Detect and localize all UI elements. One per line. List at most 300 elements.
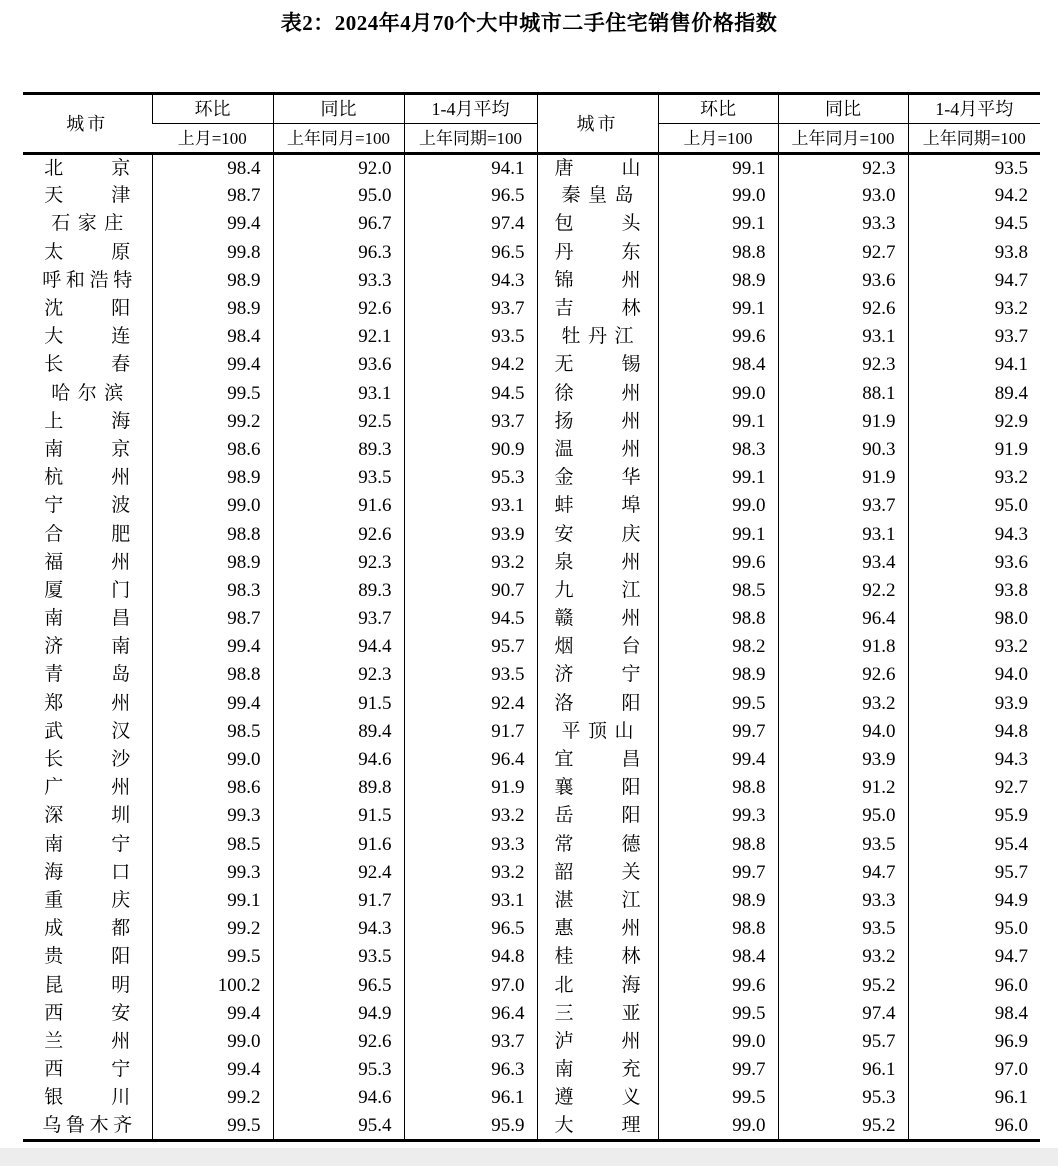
right-yoy-cell: 92.3	[778, 154, 908, 182]
table-body	[23, 154, 1040, 1141]
left-mom-cell: 98.5	[152, 717, 273, 745]
city-name: 泸 州	[554, 1030, 641, 1052]
right-avg-cell: 93.8	[908, 238, 1040, 266]
right-yoy-cell: 93.3	[778, 886, 908, 914]
city-name: 济 宁	[554, 664, 641, 686]
price-index-table	[23, 92, 1040, 1142]
left-avg-cell: 97.4	[404, 210, 537, 238]
right-mom-cell: 98.8	[658, 605, 778, 633]
left-mom-cell: 99.2	[152, 1084, 273, 1112]
left-yoy-cell: 95.4	[273, 1112, 404, 1140]
left-city-cell	[23, 379, 152, 407]
right-mom-cell: 98.9	[658, 266, 778, 294]
table-row	[23, 633, 1040, 661]
right-mom-cell: 99.1	[658, 154, 778, 182]
right-city-cell	[537, 1027, 658, 1055]
right-mom-cell: 99.3	[658, 802, 778, 830]
city-name: 大 连	[44, 326, 131, 348]
left-city-cell	[23, 830, 152, 858]
right-mom-cell: 98.8	[658, 238, 778, 266]
city-name: 昆 明	[44, 974, 131, 996]
city-name: 大 理	[554, 1114, 641, 1136]
table-row	[23, 435, 1040, 463]
table-row	[23, 689, 1040, 717]
right-yoy-cell: 96.4	[778, 605, 908, 633]
city-name: 湛 江	[554, 889, 641, 911]
right-avg-cell: 96.1	[908, 1084, 1040, 1112]
left-yoy-cell: 96.5	[273, 971, 404, 999]
left-mom-cell: 98.7	[152, 182, 273, 210]
left-avg-cell: 97.0	[404, 971, 537, 999]
right-mom-cell: 99.0	[658, 182, 778, 210]
left-avg-cell: 93.1	[404, 492, 537, 520]
left-mom-cell: 99.0	[152, 1027, 273, 1055]
left-city-cell	[23, 464, 152, 492]
left-mom-cell: 99.2	[152, 407, 273, 435]
left-avg-cell: 93.2	[404, 858, 537, 886]
left-yoy-cell: 94.6	[273, 1084, 404, 1112]
right-city-cell	[537, 943, 658, 971]
left-avg-cell: 95.7	[404, 633, 537, 661]
table-header	[23, 94, 1040, 154]
left-mom-cell: 99.4	[152, 633, 273, 661]
city-name: 秦 皇 岛	[561, 185, 634, 207]
page-bottom-strip	[0, 1148, 1058, 1166]
left-city-cell	[23, 576, 152, 604]
left-avg-cell: 96.5	[404, 182, 537, 210]
right-mom-cell: 99.7	[658, 717, 778, 745]
city-name: 平 顶 山	[561, 720, 634, 742]
right-city-cell	[537, 1056, 658, 1084]
right-avg-cell: 98.0	[908, 605, 1040, 633]
left-mom-cell: 98.8	[152, 520, 273, 548]
left-mom-cell: 99.5	[152, 379, 273, 407]
right-mom-cell: 99.5	[658, 689, 778, 717]
table-row	[23, 492, 1040, 520]
city-name: 包 头	[554, 213, 641, 235]
left-city-cell	[23, 661, 152, 689]
right-avg-cell: 95.4	[908, 830, 1040, 858]
table-title: 表2：2024年4月70个大中城市二手住宅销售价格指数	[280, 11, 778, 35]
left-avg-cell: 93.5	[404, 323, 537, 351]
right-avg-cell: 95.7	[908, 858, 1040, 886]
table-row	[23, 1056, 1040, 1084]
left-city-cell	[23, 182, 152, 210]
right-city-cell	[537, 294, 658, 322]
city-name: 遵 义	[554, 1087, 641, 1109]
right-mom-cell: 98.9	[658, 886, 778, 914]
mom-header-left: 环比	[152, 94, 273, 124]
left-avg-cell: 96.1	[404, 1084, 537, 1112]
city-name: 赣 州	[554, 608, 641, 630]
city-name: 长 沙	[44, 749, 131, 771]
avg-header-right: 1-4月平均	[908, 94, 1040, 124]
left-city-cell	[23, 971, 152, 999]
left-mom-cell: 98.6	[152, 774, 273, 802]
city-name: 惠 州	[554, 918, 641, 940]
right-mom-cell: 98.8	[658, 915, 778, 943]
right-yoy-cell: 93.3	[778, 210, 908, 238]
table-row	[23, 858, 1040, 886]
left-yoy-cell: 89.8	[273, 774, 404, 802]
right-mom-cell: 98.4	[658, 351, 778, 379]
right-city-cell	[537, 351, 658, 379]
right-avg-cell: 94.1	[908, 351, 1040, 379]
right-mom-cell: 98.5	[658, 576, 778, 604]
city-name: 常 德	[554, 833, 641, 855]
yoy-header-right: 同比	[778, 94, 908, 124]
left-city-cell	[23, 1084, 152, 1112]
left-mom-cell: 98.4	[152, 323, 273, 351]
left-mom-cell: 98.3	[152, 576, 273, 604]
left-avg-cell: 93.7	[404, 1027, 537, 1055]
right-mom-cell: 99.7	[658, 858, 778, 886]
right-avg-cell: 94.0	[908, 661, 1040, 689]
right-mom-cell: 99.1	[658, 294, 778, 322]
right-city-cell	[537, 520, 658, 548]
city-name: 三 亚	[554, 1002, 641, 1024]
city-name: 韶 关	[554, 861, 641, 883]
left-yoy-cell: 96.3	[273, 238, 404, 266]
right-mom-cell: 99.5	[658, 999, 778, 1027]
left-mom-cell: 98.9	[152, 464, 273, 492]
left-avg-cell: 94.8	[404, 943, 537, 971]
left-yoy-cell: 92.6	[273, 294, 404, 322]
right-yoy-cell: 92.7	[778, 238, 908, 266]
right-yoy-cell: 92.2	[778, 576, 908, 604]
left-city-cell	[23, 210, 152, 238]
right-city-cell	[537, 999, 658, 1027]
left-mom-cell: 99.2	[152, 915, 273, 943]
city-name: 岳 阳	[554, 805, 641, 827]
right-city-cell	[537, 774, 658, 802]
city-name: 蚌 埠	[554, 495, 641, 517]
right-avg-cell: 94.3	[908, 745, 1040, 773]
table-row	[23, 774, 1040, 802]
left-yoy-cell: 92.3	[273, 548, 404, 576]
table-row	[23, 745, 1040, 773]
right-yoy-cell: 93.0	[778, 182, 908, 210]
city-name: 上 海	[44, 410, 131, 432]
table-row	[23, 1084, 1040, 1112]
right-avg-cell: 93.2	[908, 294, 1040, 322]
left-yoy-cell: 89.3	[273, 435, 404, 463]
city-name: 南 京	[44, 438, 131, 460]
right-city-cell	[537, 464, 658, 492]
left-mom-cell: 99.5	[152, 943, 273, 971]
right-mom-cell: 99.0	[658, 492, 778, 520]
left-mom-cell: 99.4	[152, 351, 273, 379]
left-city-cell	[23, 886, 152, 914]
left-mom-cell: 98.9	[152, 266, 273, 294]
right-city-cell	[537, 661, 658, 689]
right-mom-cell: 99.5	[658, 1084, 778, 1112]
left-yoy-cell: 93.7	[273, 605, 404, 633]
left-avg-cell: 95.9	[404, 1112, 537, 1140]
right-avg-cell: 96.9	[908, 1027, 1040, 1055]
table-row	[23, 661, 1040, 689]
left-city-cell	[23, 1112, 152, 1140]
city-name: 海 口	[44, 861, 131, 883]
city-name: 天 津	[44, 185, 131, 207]
right-avg-cell: 97.0	[908, 1056, 1040, 1084]
table-row	[23, 886, 1040, 914]
right-yoy-cell: 92.6	[778, 661, 908, 689]
right-yoy-cell: 93.2	[778, 943, 908, 971]
right-yoy-cell: 91.8	[778, 633, 908, 661]
city-name: 桂 林	[554, 946, 641, 968]
left-mom-cell: 98.9	[152, 294, 273, 322]
right-city-cell	[537, 182, 658, 210]
table-row	[23, 830, 1040, 858]
city-name: 武 汉	[44, 720, 131, 742]
yoy-base-right: 上年同月=100	[778, 124, 908, 154]
right-yoy-cell: 93.7	[778, 492, 908, 520]
left-yoy-cell: 92.6	[273, 520, 404, 548]
right-avg-cell: 92.7	[908, 774, 1040, 802]
table-row	[23, 266, 1040, 294]
right-mom-cell: 98.2	[658, 633, 778, 661]
right-mom-cell: 99.4	[658, 745, 778, 773]
right-city-cell	[537, 210, 658, 238]
city-name: 郑 州	[44, 692, 131, 714]
left-mom-cell: 99.4	[152, 1056, 273, 1084]
left-yoy-cell: 91.5	[273, 689, 404, 717]
left-yoy-cell: 93.5	[273, 464, 404, 492]
right-city-cell	[537, 548, 658, 576]
right-avg-cell: 93.2	[908, 464, 1040, 492]
right-yoy-cell: 92.3	[778, 351, 908, 379]
right-avg-cell: 94.7	[908, 266, 1040, 294]
right-city-cell	[537, 605, 658, 633]
right-yoy-cell: 92.6	[778, 294, 908, 322]
city-name: 杭 州	[44, 467, 131, 489]
avg-header-left: 1-4月平均	[404, 94, 537, 124]
table-row	[23, 717, 1040, 745]
city-name: 福 州	[44, 551, 131, 573]
city-name: 无 锡	[554, 354, 641, 376]
city-name: 西 安	[44, 1002, 131, 1024]
city-name: 厦 门	[44, 579, 131, 601]
left-mom-cell: 99.3	[152, 802, 273, 830]
city-name: 南 充	[554, 1059, 641, 1081]
city-name: 温 州	[554, 438, 641, 460]
header-row-sub	[23, 124, 1040, 154]
avg-base-right: 上年同期=100	[908, 124, 1040, 154]
right-city-cell	[537, 971, 658, 999]
left-city-cell	[23, 745, 152, 773]
right-mom-cell: 98.4	[658, 943, 778, 971]
table-row	[23, 971, 1040, 999]
left-yoy-cell: 89.4	[273, 717, 404, 745]
left-city-cell	[23, 689, 152, 717]
left-yoy-cell: 91.7	[273, 886, 404, 914]
left-yoy-cell: 94.3	[273, 915, 404, 943]
left-yoy-cell: 94.9	[273, 999, 404, 1027]
city-name: 长 春	[44, 354, 131, 376]
right-yoy-cell: 96.1	[778, 1056, 908, 1084]
left-yoy-cell: 91.6	[273, 830, 404, 858]
table-row	[23, 379, 1040, 407]
left-city-cell	[23, 802, 152, 830]
right-city-cell	[537, 633, 658, 661]
left-city-cell	[23, 1056, 152, 1084]
city-name: 深 圳	[44, 805, 131, 827]
left-yoy-cell: 92.1	[273, 323, 404, 351]
right-mom-cell: 99.6	[658, 548, 778, 576]
city-name: 丹 东	[554, 241, 641, 263]
left-city-cell	[23, 435, 152, 463]
left-mom-cell: 98.5	[152, 830, 273, 858]
right-mom-cell: 98.3	[658, 435, 778, 463]
right-avg-cell: 95.0	[908, 492, 1040, 520]
left-avg-cell: 93.3	[404, 830, 537, 858]
right-yoy-cell: 97.4	[778, 999, 908, 1027]
left-avg-cell: 92.4	[404, 689, 537, 717]
left-city-cell	[23, 492, 152, 520]
yoy-header-left: 同比	[273, 94, 404, 124]
city-name: 石 家 庄	[51, 213, 124, 235]
left-city-cell	[23, 943, 152, 971]
table-row	[23, 605, 1040, 633]
right-mom-cell: 99.7	[658, 1056, 778, 1084]
left-avg-cell: 96.4	[404, 999, 537, 1027]
city-name: 青 岛	[44, 664, 131, 686]
left-avg-cell: 93.2	[404, 802, 537, 830]
city-name: 重 庆	[44, 889, 131, 911]
left-city-cell	[23, 407, 152, 435]
left-yoy-cell: 93.1	[273, 379, 404, 407]
left-city-cell	[23, 238, 152, 266]
left-mom-cell: 99.5	[152, 1112, 273, 1140]
left-avg-cell: 94.2	[404, 351, 537, 379]
left-city-cell	[23, 858, 152, 886]
table-row	[23, 154, 1040, 182]
city-name: 扬 州	[554, 410, 641, 432]
right-city-cell	[537, 745, 658, 773]
left-mom-cell: 98.8	[152, 661, 273, 689]
city-name: 沈 阳	[44, 298, 131, 320]
left-city-cell	[23, 294, 152, 322]
left-avg-cell: 94.3	[404, 266, 537, 294]
right-avg-cell: 89.4	[908, 379, 1040, 407]
right-city-cell	[537, 238, 658, 266]
left-yoy-cell: 91.5	[273, 802, 404, 830]
right-avg-cell: 94.7	[908, 943, 1040, 971]
right-city-cell	[537, 576, 658, 604]
left-city-cell	[23, 154, 152, 182]
city-name: 银 川	[44, 1087, 131, 1109]
right-yoy-cell: 93.1	[778, 520, 908, 548]
city-name: 济 南	[44, 636, 131, 658]
right-avg-cell: 93.8	[908, 576, 1040, 604]
city-name: 洛 阳	[554, 692, 641, 714]
right-city-cell	[537, 915, 658, 943]
right-yoy-cell: 93.5	[778, 915, 908, 943]
left-avg-cell: 94.1	[404, 154, 537, 182]
right-mom-cell: 99.1	[658, 464, 778, 492]
left-avg-cell: 93.7	[404, 407, 537, 435]
left-avg-cell: 96.4	[404, 745, 537, 773]
left-city-cell	[23, 1027, 152, 1055]
right-city-cell	[537, 379, 658, 407]
table-row	[23, 576, 1040, 604]
city-name: 合 肥	[44, 523, 131, 545]
left-city-cell	[23, 323, 152, 351]
right-avg-cell: 93.5	[908, 154, 1040, 182]
left-city-cell	[23, 548, 152, 576]
left-mom-cell: 99.8	[152, 238, 273, 266]
table-row	[23, 323, 1040, 351]
right-yoy-cell: 94.0	[778, 717, 908, 745]
avg-base-left: 上年同期=100	[404, 124, 537, 154]
city-name: 兰 州	[44, 1030, 131, 1052]
left-mom-cell: 98.4	[152, 154, 273, 182]
right-avg-cell: 93.9	[908, 689, 1040, 717]
right-city-cell	[537, 323, 658, 351]
right-avg-cell: 96.0	[908, 971, 1040, 999]
right-city-cell	[537, 266, 658, 294]
left-city-cell	[23, 999, 152, 1027]
right-avg-cell: 93.7	[908, 323, 1040, 351]
right-yoy-cell: 93.6	[778, 266, 908, 294]
left-avg-cell: 93.7	[404, 294, 537, 322]
right-mom-cell: 99.1	[658, 210, 778, 238]
right-mom-cell: 99.6	[658, 323, 778, 351]
left-mom-cell: 99.1	[152, 886, 273, 914]
left-yoy-cell: 91.6	[273, 492, 404, 520]
left-avg-cell: 96.3	[404, 1056, 537, 1084]
city-name: 安 庆	[554, 523, 641, 545]
left-mom-cell: 98.7	[152, 605, 273, 633]
left-yoy-cell: 92.0	[273, 154, 404, 182]
city-name: 泉 州	[554, 551, 641, 573]
table-row	[23, 802, 1040, 830]
left-yoy-cell: 93.5	[273, 943, 404, 971]
table-row	[23, 520, 1040, 548]
right-mom-cell: 99.1	[658, 520, 778, 548]
right-avg-cell: 95.0	[908, 915, 1040, 943]
right-avg-cell: 98.4	[908, 999, 1040, 1027]
city-name: 襄 阳	[554, 777, 641, 799]
left-avg-cell: 90.9	[404, 435, 537, 463]
left-yoy-cell: 95.0	[273, 182, 404, 210]
city-name: 太 原	[44, 241, 131, 263]
right-avg-cell: 95.9	[908, 802, 1040, 830]
right-city-cell	[537, 689, 658, 717]
table-row	[23, 915, 1040, 943]
city-name: 牡 丹 江	[561, 326, 634, 348]
table-row	[23, 351, 1040, 379]
right-yoy-cell: 95.7	[778, 1027, 908, 1055]
right-city-cell	[537, 802, 658, 830]
table-row	[23, 407, 1040, 435]
left-yoy-cell: 94.6	[273, 745, 404, 773]
city-name: 吉 林	[554, 298, 641, 320]
city-name: 宁 波	[44, 495, 131, 517]
city-name: 九 江	[554, 579, 641, 601]
right-city-cell	[537, 886, 658, 914]
left-yoy-cell: 94.4	[273, 633, 404, 661]
left-yoy-cell: 92.5	[273, 407, 404, 435]
left-city-cell	[23, 605, 152, 633]
city-name: 南 宁	[44, 833, 131, 855]
left-city-cell	[23, 915, 152, 943]
table-row	[23, 210, 1040, 238]
city-name: 烟 台	[554, 636, 641, 658]
right-avg-cell: 94.9	[908, 886, 1040, 914]
table-row	[23, 943, 1040, 971]
